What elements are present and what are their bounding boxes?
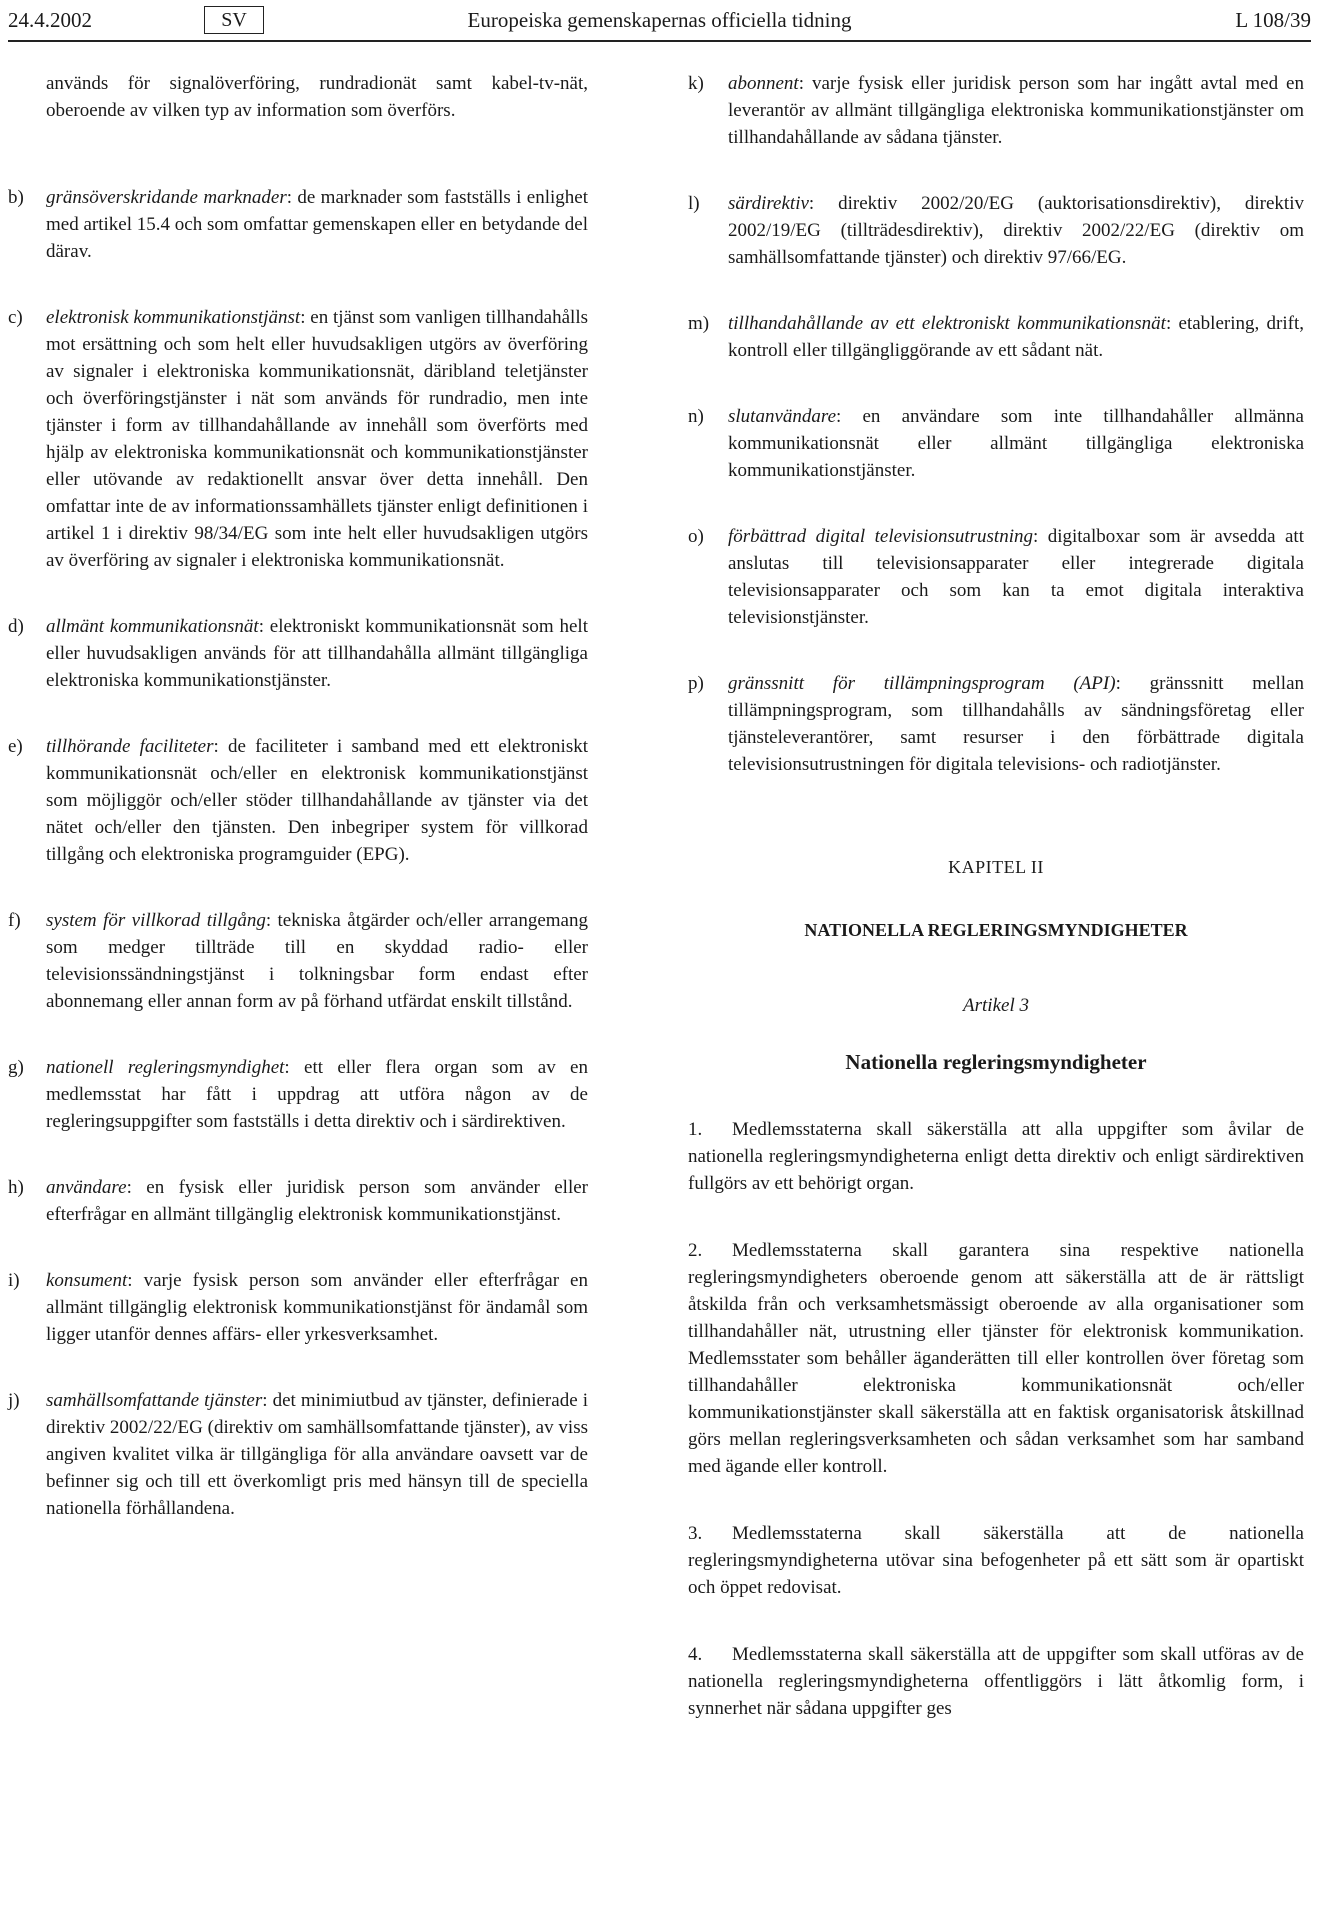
defined-term: allmänt kommunikationsnät [46, 616, 259, 637]
defined-term: slutanvändare [728, 406, 837, 427]
item-label: j) [8, 1390, 20, 1411]
publication-date: 24.4.2002 [8, 8, 92, 32]
right-column [688, 70, 1304, 1762]
defined-term: gränssnitt för tillämpningsprogram (API) [728, 673, 1116, 694]
item-label: g) [8, 1057, 24, 1078]
item-label: c) [8, 307, 23, 328]
page-header [8, 4, 1311, 36]
definition-item [8, 907, 588, 1015]
article-paragraph [688, 1237, 1304, 1480]
definition-item [688, 70, 1304, 151]
defined-term: förbättrad digital televisionsutrustning [728, 526, 1033, 547]
article-title: Nationella regleringsmyndigheter [845, 1050, 1147, 1074]
left-column [8, 70, 588, 1561]
definition-item [8, 1054, 588, 1135]
definition-text: : gränssnitt mellan tillämpningsprogram, som tillhandahålls av sändningsföretag eller tjänsteleverantörer, samt resurser i den förbättrade digitala televisionsutrustningen för digitala televisions- och radiotjänster. [728, 673, 1304, 775]
definition-text: : varje fysisk eller juridisk person som har ingått avtal med en leverantör av allmänt tillgängliga elektroniska kommunikationstjänster om tillhandahållande av sådana tjänster. [728, 73, 1304, 148]
definition-text: : tekniska åtgärder och/eller arrangemang som medger tillträde till en skyddad radio- eller televisionssändningstjänst i tolkningsbar form endast efter abonnemang eller annan form av på förhand utfärdat enskilt tillstånd. [46, 910, 588, 1012]
paragraph-number: 1. [688, 1119, 703, 1140]
language-box: SV [204, 6, 264, 34]
defined-term: särdirektiv [728, 193, 809, 214]
definition-text: : de marknader som fastställs i enlighet med artikel 15.4 och som omfattar gemenskapen eller en betydande del därav. [46, 187, 589, 262]
item-label: f) [8, 910, 21, 931]
item-label: n) [688, 406, 704, 427]
item-label: b) [8, 187, 24, 208]
definition-item [8, 1267, 588, 1348]
defined-term: nationell regleringsmyndighet [46, 1057, 285, 1078]
definition-item [8, 1174, 588, 1228]
defined-term: tillhörande faciliteter [46, 736, 214, 757]
definition-text: : etablering, drift, kontroll eller tillgängliggörande av ett sådant nät. [728, 313, 1304, 361]
journal-title: Europeiska gemenskapernas officiella tidning [467, 8, 852, 32]
item-label: h) [8, 1177, 24, 1198]
item-label: k) [688, 73, 704, 94]
paragraph-text: Medlemsstaterna skall säkerställa att de uppgifter som skall utföras av de nationella regleringsmyndigheterna offentliggörs i lätt åtkomlig form, i synnerhet när sådana uppgifter ges [688, 1644, 1304, 1719]
header-rule [8, 40, 1311, 42]
item-label: l) [688, 193, 700, 214]
definition-item [688, 310, 1304, 364]
article-paragraph [688, 1520, 1304, 1601]
item-label: m) [688, 313, 710, 334]
continuation-text: används för signalöverföring, rundradionät samt kabel-tv-nät, oberoende av vilken typ av information som överförs. [46, 73, 588, 121]
definition-text: : ett eller flera organ som av en medlemsstat har fått i uppdrag att utföra någon av de regleringsuppgifter som fastställs i detta direktiv och i särdirektiven. [46, 1057, 588, 1132]
paragraph-number: 4. [688, 1644, 703, 1665]
defined-term: gränsöverskridande marknader [46, 187, 287, 208]
article-paragraph [688, 1641, 1304, 1722]
item-label: i) [8, 1270, 20, 1291]
item-label: d) [8, 616, 24, 637]
definition-text: : elektroniskt kommunikationsnät som helt eller huvudsakligen används för att tillhandahålla allmänt tillgängliga elektroniska kommunikationstjänster. [46, 616, 588, 691]
defined-term: abonnent [728, 73, 799, 94]
definition-item [688, 190, 1304, 271]
definition-text: : varje fysisk person som använder eller efterfrågar en allmänt tillgänglig elektronisk kommunikationstjänst för ändamål som ligger utanför dennes affärs- eller yrkesverksamhet. [46, 1270, 588, 1345]
defined-term: samhällsomfattande tjänster [46, 1390, 263, 1411]
item-label: e) [8, 736, 23, 757]
definition-text: : en tjänst som vanligen tillhandahålls mot ersättning och som helt eller huvudsakligen utgörs av överföring av signaler i elektroniska kommunikationsnät, däribland teletjänster och överföringstjänster i nät som används för rundradio, men inte tjänster i form av tillhandahållande av innehåll som överförts med hjälp av elektroniska kommunikationsnät och kommunikationstjänster eller utövande av redaktionellt ansvar över detta innehåll. Den omfattar inte de av informationssamhällets tjänster enligt definitionen i artikel 1 i direktiv 98/34/EG som inte helt eller huvudsakligen utgörs av överföring av signaler i elektroniska kommunikationsnät. [46, 307, 589, 571]
definition-item [688, 523, 1304, 631]
definition-text: : direktiv 2002/20/EG (auktorisationsdirektiv), direktiv 2002/19/EG (tillträdesdirektiv), direktiv 2002/22/EG (direktiv om samhällsomfattande tjänster) och direktiv 97/66/EG. [728, 193, 1304, 268]
definition-text: : en användare som inte tillhandahåller allmänna kommunikationsnät eller allmänt tillgängliga elektroniska kommunikationstjänster. [728, 406, 1304, 481]
paragraph-text: Medlemsstaterna skall säkerställa att de nationella regleringsmyndigheterna utövar sina befogenheter på ett sätt som är opartiskt och öppet redovisat. [688, 1523, 1304, 1598]
defined-term: tillhandahållande av ett elektroniskt kommunikationsnät [728, 313, 1166, 334]
definition-item [8, 733, 588, 868]
chapter-heading: KAPITEL II [948, 857, 1044, 877]
definition-text: : en fysisk eller juridisk person som använder eller efterfrågar en allmänt tillgänglig elektronisk kommunikationstjänst. [46, 1177, 588, 1225]
definition-text: : det minimiutbud av tjänster, definierade i direktiv 2002/22/EG (direktiv om samhällsomfattande tjänster), av viss angiven kvalitet vilka är tillgängliga för alla användare oavsett var de befinner sig och till ett överkomligt pris med hänsyn till de speciella nationella förhållandena. [46, 1390, 589, 1519]
page-number: L 108/39 [1235, 8, 1311, 32]
defined-term: system för villkorad tillgång [46, 910, 266, 931]
paragraph-number: 2. [688, 1240, 703, 1261]
definition-item [8, 184, 588, 265]
definition-text: : de faciliteter i samband med ett elektroniskt kommunikationsnät och/eller en elektronisk kommunikationstjänst som möjliggör och/eller stöder tillhandahållande av tjänster via det nätet och/eller den tjänsten. Den inbegriper system för villkorad tillgång och elektroniska programguider (EPG). [46, 736, 589, 865]
chapter-title: NATIONELLA REGLERINGSMYNDIGHETER [804, 920, 1188, 940]
definition-item [8, 304, 588, 574]
defined-term: elektronisk kommunikationstjänst [46, 307, 301, 328]
item-label: o) [688, 526, 704, 547]
defined-term: användare [46, 1177, 127, 1198]
defined-term: konsument [46, 1270, 128, 1291]
paragraph-number: 3. [688, 1523, 703, 1544]
paragraph-text: Medlemsstaterna skall säkerställa att alla uppgifter som åvilar de nationella regleringsmyndigheterna enligt detta direktiv och enligt särdirektiven fullgörs av ett behörigt organ. [688, 1119, 1304, 1194]
definition-item [8, 1387, 588, 1522]
definition-item [8, 613, 588, 694]
article-number: Artikel 3 [963, 995, 1029, 1016]
definition-item [688, 403, 1304, 484]
paragraph-text: Medlemsstaterna skall garantera sina respektive nationella regleringsmyndigheters oberoende genom att säkerställa att de är rättsligt åtskilda från och verksamhetsmässigt oberoende av alla organisationer som tillhandahåller nät, utrustning eller tjänster för elektronisk kommunikation. Medlemsstater som behåller äganderätten till eller kontrollen över företag som tillhandahåller elektroniska kommunikationsnät och/eller kommunikationstjänster skall säkerställa att en faktisk organisatorisk åtskillnad görs mellan regleringsverksamheten och sådan verksamhet som har samband med ägande eller kontroll. [688, 1240, 1304, 1477]
definition-item [688, 670, 1304, 778]
item-label: p) [688, 673, 704, 694]
article-paragraph [688, 1116, 1304, 1197]
definition-text: : digitalboxar som är avsedda att anslutas till televisionsapparater eller integrerade digitala televisionsapparater och som kan ta emot digitala interaktiva televisionstjänster. [728, 526, 1304, 628]
